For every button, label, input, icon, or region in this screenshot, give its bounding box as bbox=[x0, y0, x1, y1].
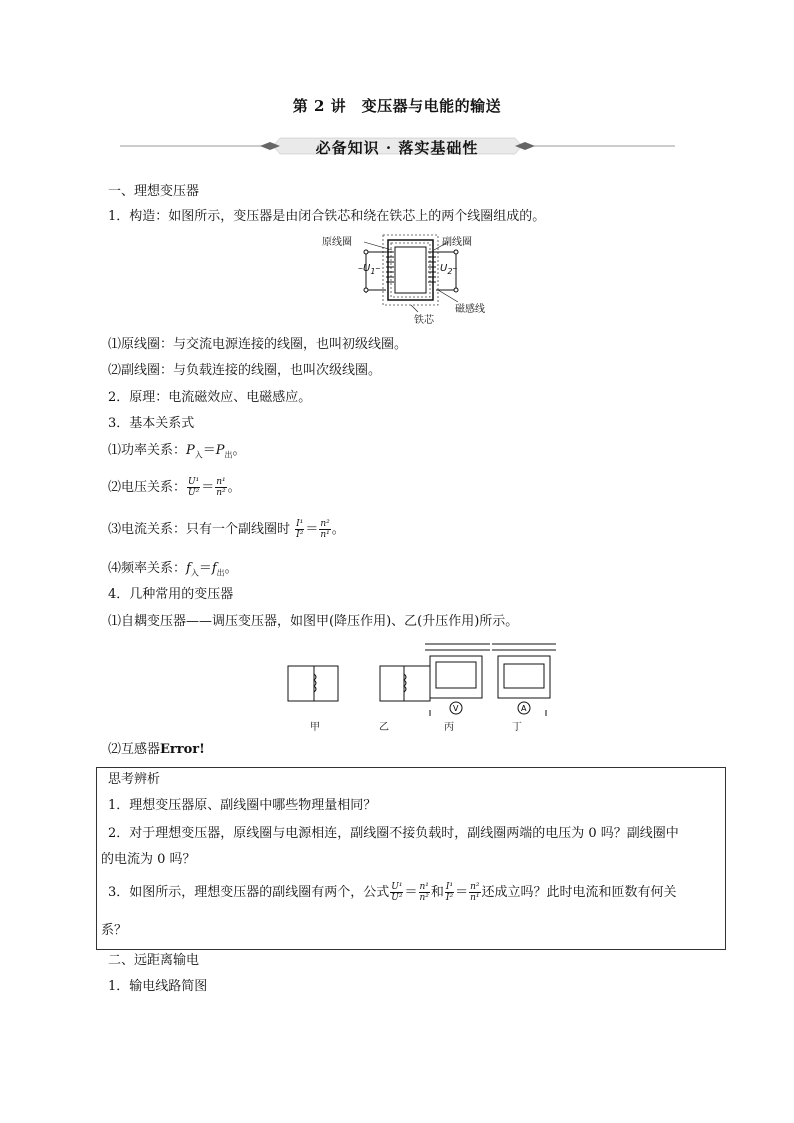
question-1: 1．理想变压器原、副线圈中哪些物理量相同？ bbox=[108, 798, 377, 813]
primary-coil-definition: ⑴原线圈：与交流电源连接的线圈，也叫初级线圈。 bbox=[108, 337, 408, 352]
figure-label-ding: 丁 bbox=[512, 722, 522, 733]
banner-text: 必备知识 · 落实基础性 bbox=[315, 139, 479, 157]
core-label: 铁芯 bbox=[414, 315, 434, 326]
mutual-inductor-text: ⑵互感器Error! bbox=[108, 742, 205, 757]
figure-label-jia: 甲 bbox=[310, 722, 320, 733]
section-heading-long-distance: 二、远距离输电 bbox=[108, 953, 200, 968]
section-heading-ideal-transformer: 一、理想变压器 bbox=[108, 184, 200, 199]
question-3-line1: 3．如图所示，理想变压器的副线圈有两个，公式 $\frac{\text{U¹}}{\text{U²}}$ ＝ $\frac{\text{n¹}}{\text{n²}}$ 和 $\frac{\text{I¹}}{\text{I²}}$ ＝ $\frac{\text{n²}}{\text{n¹}}$ 还成立吗？此时电流和匝数有何关 bbox=[108, 882, 677, 903]
question-2-line2: 的电流为 0 吗？ bbox=[101, 852, 196, 867]
svg-text:A: A bbox=[521, 704, 527, 713]
construction-text: 1．构造：如图所示，变压器是由闭合铁芯和绕在铁芯上的两个线圈组成的。 bbox=[108, 209, 546, 224]
autotransformer-text: ⑴自耦变压器——调压变压器，如图甲(降压作用)、乙(升压作用)所示。 bbox=[108, 614, 519, 629]
transformer-types-diagram bbox=[280, 636, 560, 716]
primary-coil-label: 原线圈 bbox=[322, 237, 352, 248]
u1-label: $-U_1-$ bbox=[358, 263, 381, 276]
question-3-line2: 系？ bbox=[101, 923, 128, 938]
secondary-coil-label: 副线圈 bbox=[442, 237, 472, 248]
figure-label-bing: 丙 bbox=[444, 722, 454, 733]
u2-label: $U_2-$ bbox=[440, 263, 458, 276]
figure-label-yi: 乙 bbox=[379, 722, 389, 733]
thinking-heading: 思考辨析 bbox=[108, 772, 161, 787]
page-title: 第 2 讲 变压器与电能的输送 bbox=[292, 97, 502, 115]
circuit-diagram-heading: 1．输电线路简图 bbox=[108, 979, 208, 994]
svg-text:V: V bbox=[453, 704, 459, 713]
frequency-relation: ⑷频率关系：$f_入=f_出$。 bbox=[108, 561, 238, 578]
flux-label: 磁感线 bbox=[455, 304, 485, 315]
secondary-coil-definition: ⑵副线圈：与负载连接的线圈，也叫次级线圈。 bbox=[108, 363, 382, 378]
question-2-line1: 2．对于理想变压器，原线圈与电源相连，副线圈不接负载时，副线圈两端的电压为 0 吗？副线圈中 bbox=[108, 826, 679, 841]
voltage-relation: ⑵电压关系： $\frac{\text{U¹}}{\text{U²}}$ ＝ $\frac{\text{n¹}}{\text{n²}}$ 。 bbox=[108, 477, 241, 498]
basic-relations-heading: 3．基本关系式 bbox=[108, 416, 195, 431]
current-relation: ⑶电流关系：只有一个副线圈时 $\frac{\text{I¹}}{\text{I²}}$ ＝ $\frac{\text{n²}}{\text{n¹}}$ 。 bbox=[108, 519, 345, 540]
power-relation: ⑴功率关系：$P_入=P_出$。 bbox=[108, 443, 246, 460]
principle-text: 2．原理：电流磁效应、电磁感应。 bbox=[108, 390, 312, 405]
common-transformers-heading: 4．几种常用的变压器 bbox=[108, 587, 234, 602]
